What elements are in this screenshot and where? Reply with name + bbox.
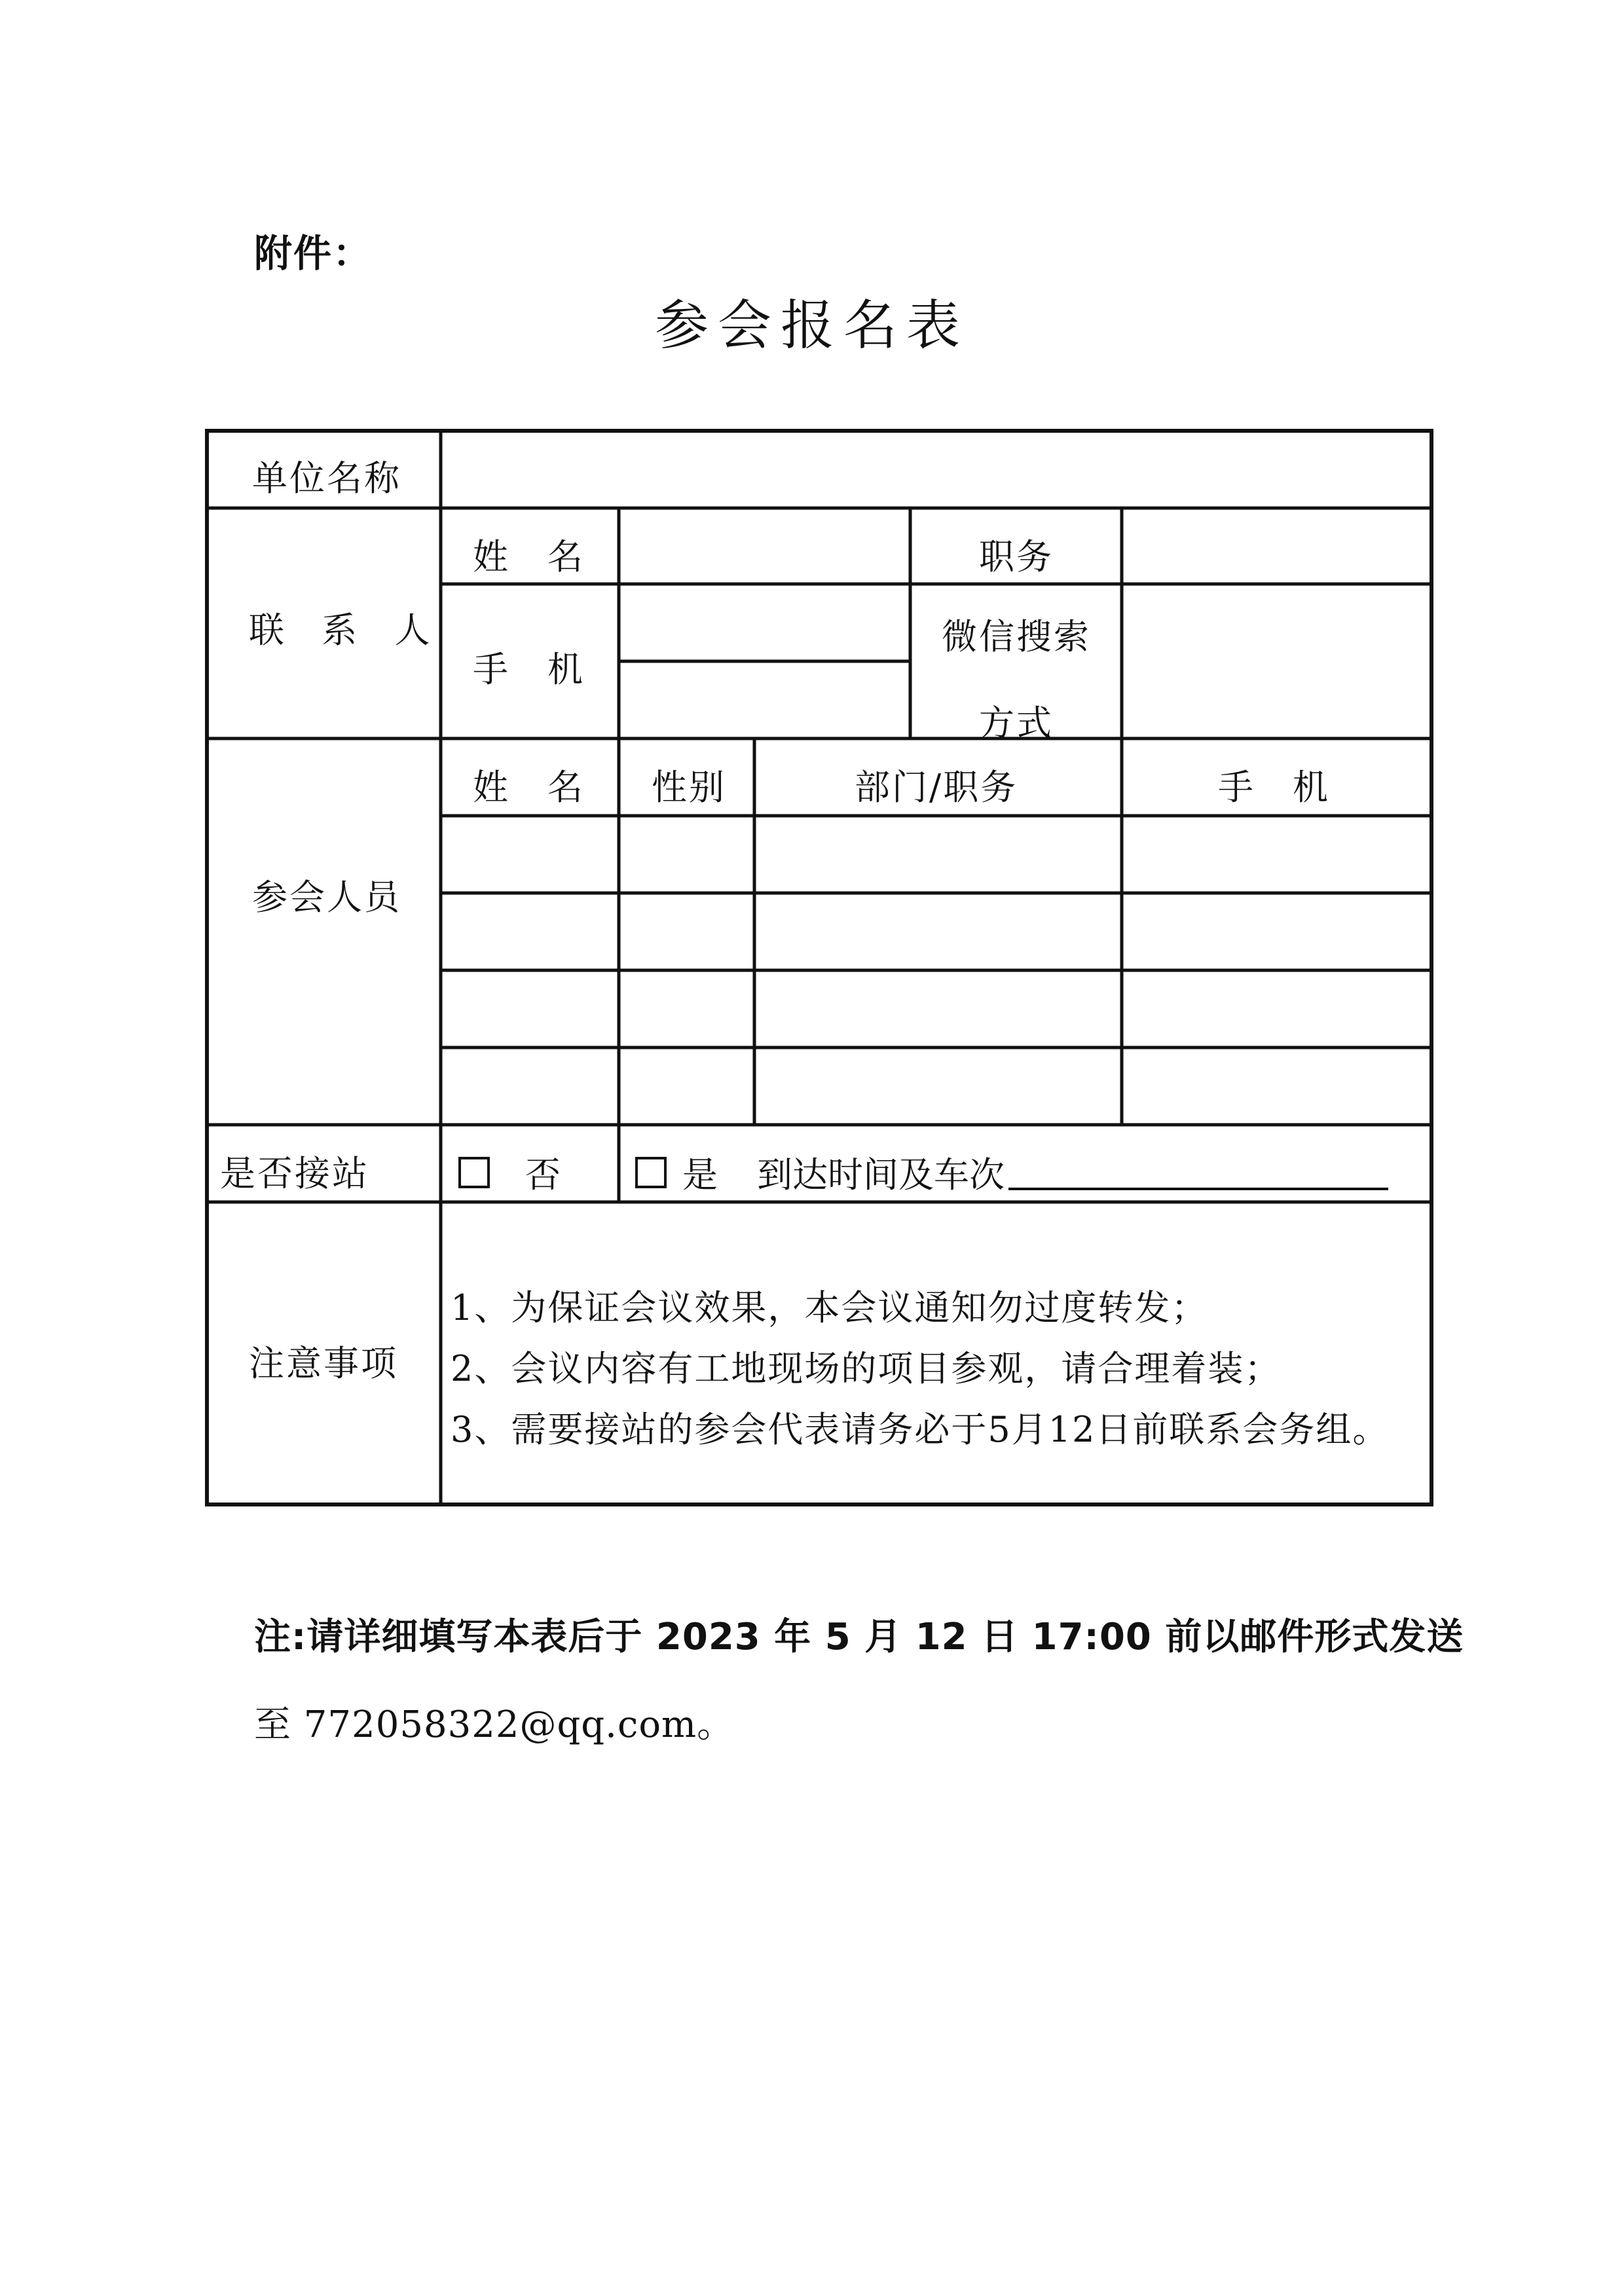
attendee-gender-header: 性别 [652, 767, 726, 808]
pickup-yes-checkbox[interactable] [635, 1157, 667, 1188]
contact-name-label: 姓 名 [473, 536, 585, 577]
contact-phone-label: 手 机 [473, 649, 585, 690]
pickup-no-option[interactable] [458, 1147, 561, 1197]
notes-label: 注意事项 [249, 1343, 398, 1384]
pickup-no-checkbox[interactable] [458, 1157, 490, 1188]
note-item: 2、会议内容有工地现场的项目参观，请合理着装； [451, 1348, 1282, 1389]
form-title: 参会报名表 [654, 295, 969, 357]
footer-instruction: 注:请详细填写本表后于 2023 年 5 月 12 日 17:00 前以邮件形式发送 [254, 1616, 1464, 1658]
arrival-input-line[interactable] [1008, 1155, 1388, 1190]
attendee-dept-header: 部门/职务 [855, 767, 1018, 808]
unit-name-label: 单位名称 [252, 458, 401, 499]
contact-wechat-label-1: 微信搜索 [942, 616, 1091, 657]
note-item: 3、需要接站的参会代表请务必于5月12日前联系会务组。 [451, 1409, 1390, 1450]
attachment-label: 附件： [254, 231, 373, 276]
pickup-yes-label: 是 [682, 1154, 718, 1195]
arrival-label: 到达时间及车次 [757, 1154, 1005, 1195]
note-item: 1、为保证会议效果，本会议通知勿过度转发； [451, 1287, 1208, 1328]
footer-email: 至 772058322@qq.com。 [254, 1704, 735, 1746]
pickup-label: 是否接站 [220, 1153, 369, 1194]
attendee-phone-header: 手 机 [1218, 767, 1330, 808]
contact-label: 联 系 人 [249, 610, 443, 651]
contact-wechat-label-2: 方式 [979, 702, 1054, 744]
pickup-yes-option[interactable] [635, 1147, 1388, 1197]
attendees-label: 参会人员 [252, 877, 401, 918]
contact-position-label: 职务 [979, 536, 1054, 577]
attendee-name-header: 姓 名 [473, 767, 585, 808]
pickup-no-label: 否 [525, 1154, 561, 1195]
